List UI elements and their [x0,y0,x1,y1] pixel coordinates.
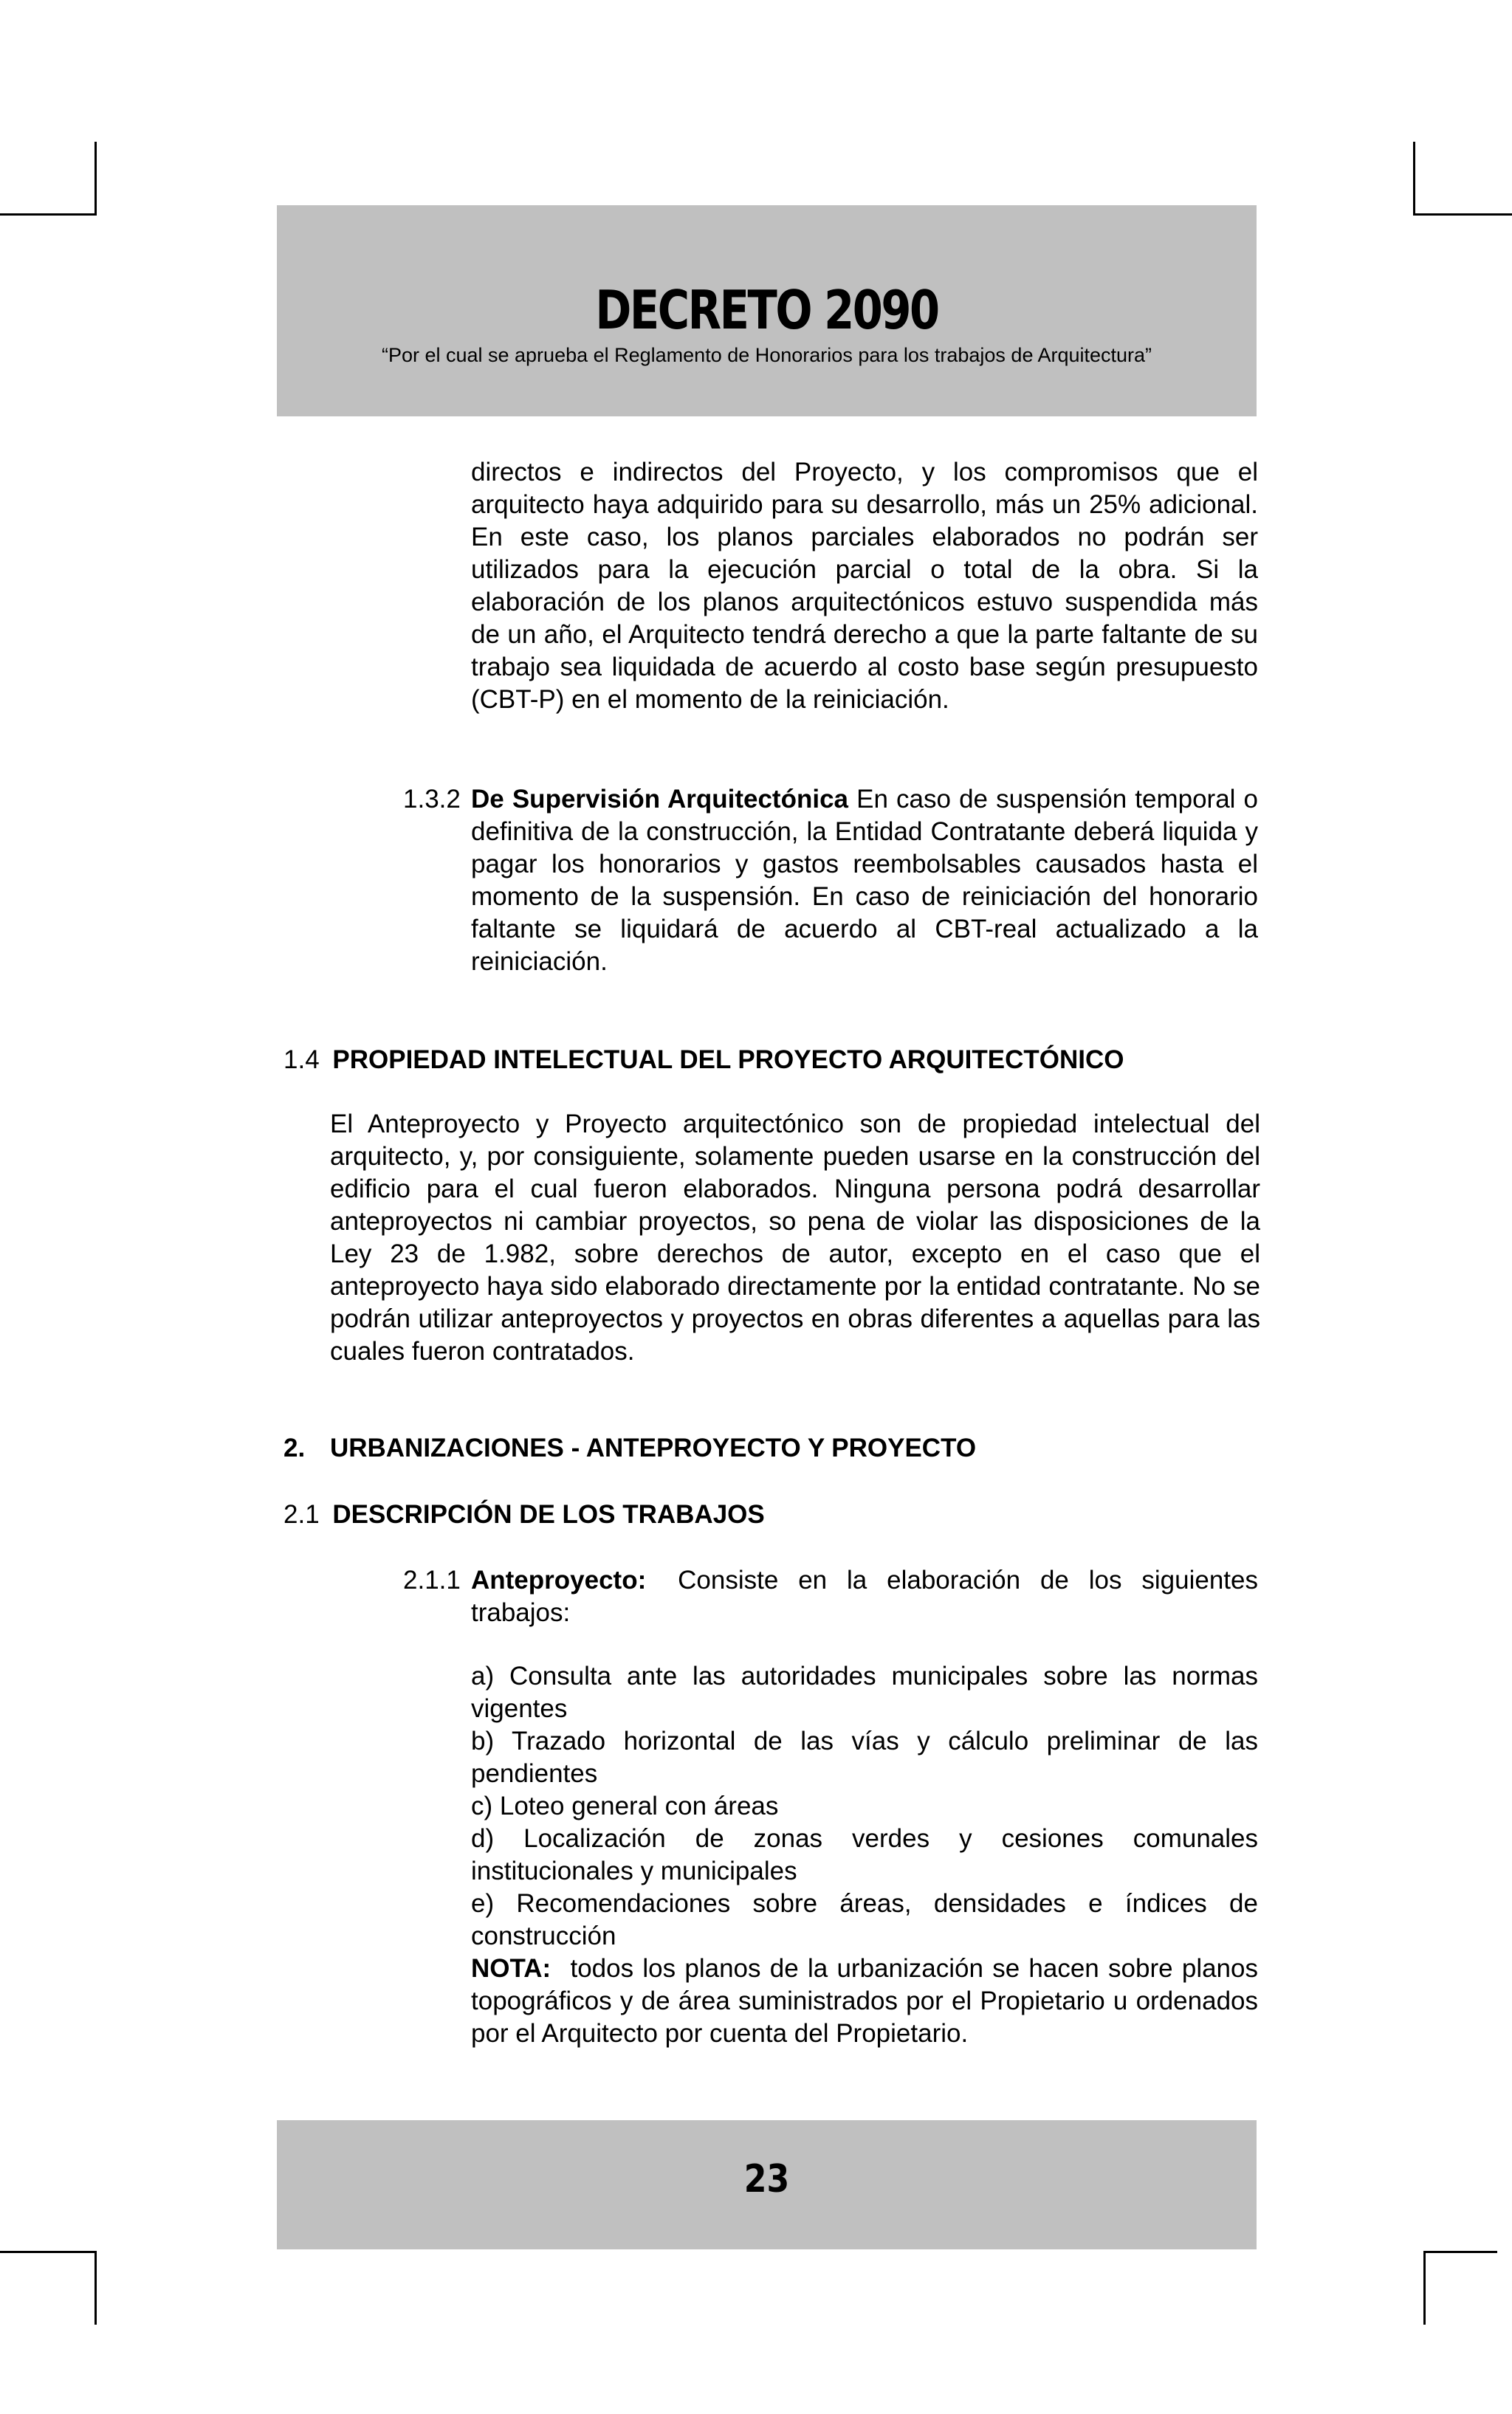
section-1-3-2 [403,783,1258,978]
section-2-1-1-title: Anteproyecto: [471,1566,647,1595]
header-band [277,205,1257,416]
document-subtitle: “Por el cual se aprueba el Reglamento de Honorarios para los trabajos de Arquitectura” [381,344,1152,366]
section-2-1-1-text: Consiste en la elaboración de los siguientes trabajos: [471,1566,1258,1627]
crop-mark-bottom-right-v [1423,2251,1426,2325]
footer-band [277,2120,1257,2249]
crop-mark-bottom-left-v [94,2251,97,2325]
continuation-paragraph: directos e indirectos del Proyecto, y los compromisos que el arquitecto haya adquirido para su desarrollo, más un 25% adicional. En este caso, los planos parciales elaborados no podrán ser utilizados para la ejecución parcial o total de la obra. Si la elaboración de los planos arquitectónicos estuvo suspendida más de un año, el Arquitecto tendrá derecho a que la parte faltante de su trabajo sea liquidada de acuerdo al costo base según presupuesto (CBT-P) en el momento de la reiniciación. [471,458,1258,714]
crop-mark-bottom-left-h [0,2251,97,2253]
page-number: 23 [743,2157,790,2201]
section-1-3-2-text: En caso de suspensión temporal o definitiva de la construcción, la Entidad Contratante deberá liquida y pagar los honorarios y gastos reembolsables causados hasta el momento de la suspensión. En caso de reiniciación del honorario faltante se liquidará de acuerdo al CBT-real actualizado a la reiniciación. [471,785,1258,976]
section-1-3-2-title: De Supervisión Arquitectónica [471,785,849,814]
list-item: d) Localización de zonas verdes y cesiones comunales institucionales y municipales [471,1824,1258,1885]
note-label: NOTA: [471,1954,551,1983]
list-item: b) Trazado horizontal de las vías y cálculo preliminar de las pendientes [471,1727,1258,1788]
section-1-4-title: PROPIEDAD INTELECTUAL DEL PROYECTO ARQUITECTÓNICO [332,1045,1124,1074]
section-2-1-1 [403,1564,1258,1629]
section-2-1-1-number: 2.1.1 [403,1566,461,1595]
section-2-1-heading [284,1499,765,1531]
crop-mark-top-right-h [1413,213,1512,216]
section-1-4-number: 1.4 [284,1045,320,1074]
section-2-title: URBANIZACIONES - ANTEPROYECTO Y PROYECTO [329,1434,977,1462]
section-2-number: 2. [284,1434,306,1462]
section-2-heading [284,1432,976,1465]
section-1-3-2-number: 1.3.2 [403,785,461,814]
note [471,1953,1258,2050]
crop-mark-bottom-right-h [1423,2251,1497,2253]
section-2-1-1-list [471,1660,1258,2050]
list-item: c) Loteo general con áreas [471,1792,779,1820]
list-item: a) Consulta ante las autoridades municipales sobre las normas vigentes [471,1662,1258,1723]
section-2-1-title: DESCRIPCIÓN DE LOS TRABAJOS [332,1500,765,1529]
crop-mark-top-left-h [0,213,97,216]
section-1-4-text: El Anteproyecto y Proyecto arquitectónico son de propiedad intelectual del arquitecto, y, por consiguiente, solamente pueden usarse en la construcción del edificio para el cual fueron elaborados. Ninguna persona podrá desarrollar anteproyectos ni cambiar proyectos, so pena de violar las disposiciones de la Ley 23 de 1.982, sobre derechos de autor, excepto en el caso que el anteproyecto haya sido elaborado directamente por la entidad contratante. No se podrán utilizar anteproyectos y proyectos en obras diferentes a aquellas para las cuales fueron contratados. [330,1110,1260,1366]
document-title: DECRETO 2090 [595,279,938,341]
crop-mark-top-right-v [1413,142,1415,216]
crop-mark-top-left-v [94,142,97,216]
section-2-1-number: 2.1 [284,1500,320,1529]
section-1-4-heading [284,1044,1124,1076]
note-text: todos los planos de la urbanización se hacen sobre planos topográficos y de área suministrados por el Propietario u ordenados por el Arquitecto por cuenta del Propietario. [471,1954,1258,2048]
list-item: e) Recomendaciones sobre áreas, densidades e índices de construcción [471,1889,1258,1950]
